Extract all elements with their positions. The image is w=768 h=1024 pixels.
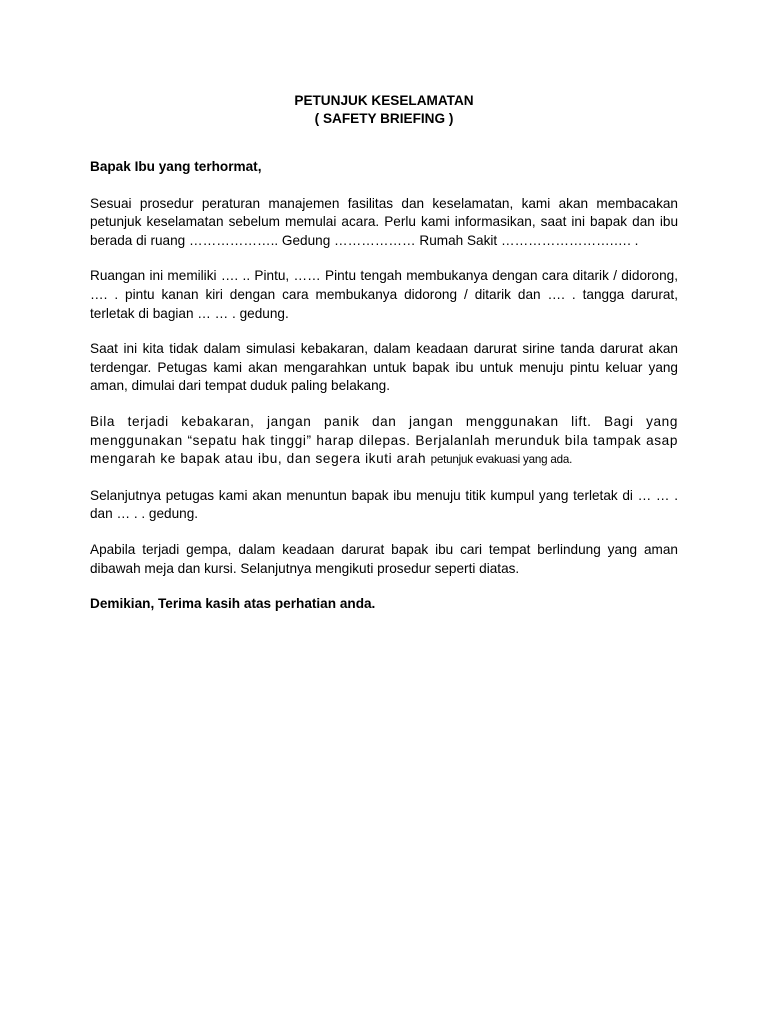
document-subtitle: ( SAFETY BRIEFING ) [314, 111, 454, 126]
fire-instructions-tail: petunjuk evakuasi yang ada. [430, 453, 573, 467]
paragraph-intro: Sesuai prosedur peraturan manajemen fasilitas dan keselamatan, kami akan membacakan petunjuk keselamatan sebelum memulai acara. Perlu kami informasikan, saat ini bapak dan ibu berada di ruang ……………….. Gedung ……………… Rumah Sakit …………………….…. . [90, 195, 678, 248]
paragraph-assembly-point: Selanjutnya petugas kami akan menuntun bapak ibu menuju titik kumpul yang terletak di … … . dan … . . gedung. [90, 487, 678, 522]
paragraph-room-exits: Ruangan ini memiliki …. .. Pintu, …… Pintu tengah membukanya dengan cara ditarik / didorong, …. . pintu kanan kiri dengan cara membukanya didorong / ditarik dan …. . tangga darurat, terletak di bagian … … . gedung. [90, 268, 678, 321]
paragraph-fire-instructions [90, 413, 678, 470]
paragraph-emergency-siren: Saat ini kita tidak dalam simulasi kebakaran, dalam keadaan darurat sirine tanda darurat akan terdengar. Petugas kami akan mengarahkan untuk bapak ibu untuk menuju pintu keluar yang aman, dimulai dari tempat duduk paling belakang. [90, 341, 678, 394]
document-title: PETUNJUK KESELAMATAN [294, 93, 474, 108]
paragraph-earthquake: Apabila terjadi gempa, dalam keadaan darurat bapak ibu cari tempat berlindung yang aman dibawah meja dan kursi. Selanjutnya mengikuti prosedur seperti diatas. [90, 541, 678, 576]
title-block [90, 92, 678, 128]
document-page [90, 92, 678, 614]
fire-instructions-text: Bila terjadi kebakaran, jangan panik dan jangan menggunakan lift. Bagi yang menggunakan “sepatu hak tinggi” harap dilepas. Berjalanlah merunduk bila tampak asap mengarah ke bapak atau ibu, dan segera ikuti arah [90, 413, 678, 467]
closing-statement: Demikian, Terima kasih atas perhatian anda. [90, 596, 376, 612]
salutation: Bapak Ibu yang terhormat, [90, 159, 262, 174]
